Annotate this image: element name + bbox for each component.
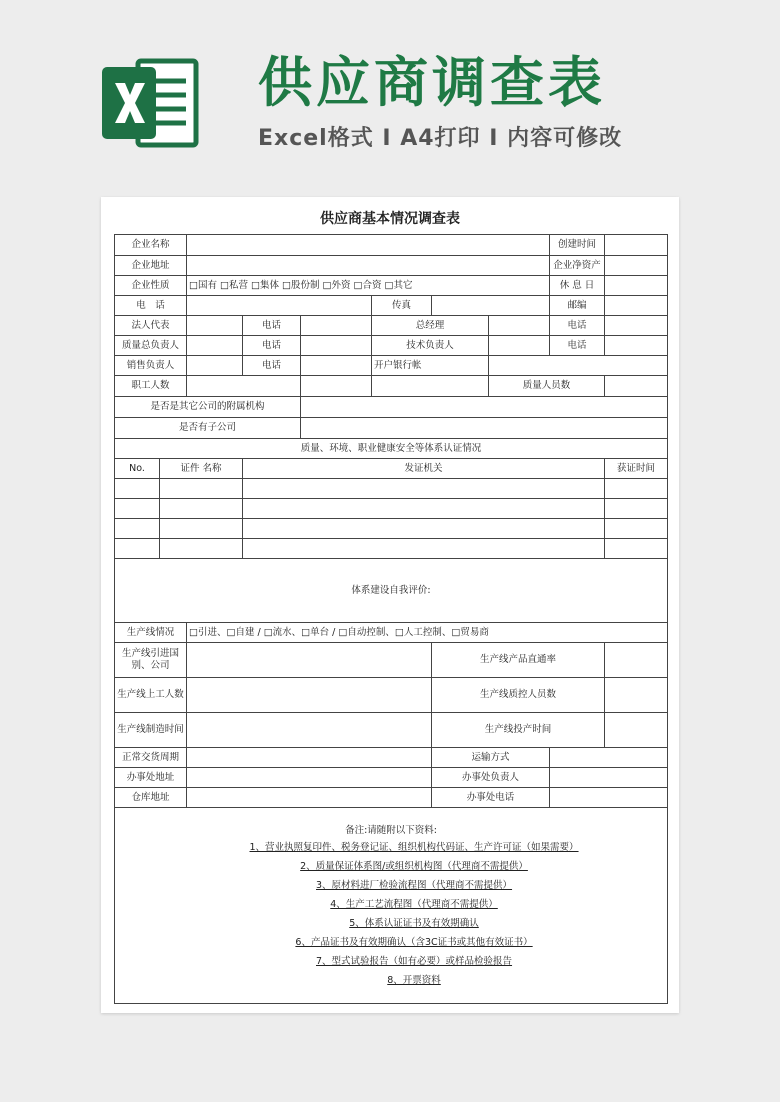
created-time-label: 创建时间 (550, 235, 605, 256)
table-row (115, 316, 668, 336)
quality-staff-label: 质量人员数 (489, 376, 605, 397)
line-workers-label: 生产线上工人数 (115, 678, 187, 713)
subsidiary-label: 是否有子公司 (115, 418, 301, 439)
sales-head-tel-field[interactable] (301, 356, 372, 376)
legal-rep-field[interactable] (187, 316, 243, 336)
delivery-field[interactable] (187, 748, 432, 768)
tech-head-field[interactable] (489, 336, 550, 356)
note-item: 3、原材料进厂检验流程图（代理商不需提供） (316, 879, 513, 891)
qc-staff-field[interactable] (605, 678, 668, 713)
build-time-field[interactable] (187, 713, 432, 748)
form-title: 供应商基本情况调查表 (320, 211, 460, 227)
office-tel-label: 办事处电话 (432, 788, 550, 808)
table-row (115, 276, 668, 296)
legal-rep-label: 法人代表 (115, 316, 187, 336)
table-row (115, 643, 668, 678)
table-row (115, 559, 668, 623)
general-manager-label: 总经理 (372, 316, 489, 336)
notes-heading: 备注:请随附以下资料: (345, 824, 437, 836)
quality-head-tel-field[interactable] (301, 336, 372, 356)
phone-field[interactable] (187, 296, 372, 316)
table-row (115, 808, 668, 1004)
fax-label: 传真 (372, 296, 432, 316)
blank-field[interactable] (372, 376, 489, 397)
col-issuer-header: 发证机关 (243, 459, 605, 479)
cert-no-cell[interactable] (115, 479, 160, 499)
table-row (115, 519, 668, 539)
pass-rate-field[interactable] (605, 643, 668, 678)
excel-icon (100, 55, 200, 151)
col-time-header: 获证时间 (605, 459, 668, 479)
office-tel-field[interactable] (550, 788, 668, 808)
cert-no-cell[interactable] (115, 499, 160, 519)
table-row (115, 459, 668, 479)
cert-name-cell[interactable] (160, 519, 243, 539)
table-row (115, 235, 668, 256)
table-row (115, 748, 668, 768)
note-item: 4、生产工艺流程图（代理商不需提供） (330, 898, 498, 910)
company-nature-options[interactable]: □国有 □私营 □集体 □股份制 □外资 □合资 □其它 (187, 276, 550, 296)
general-manager-tel-field[interactable] (605, 316, 668, 336)
page-subtitle: Excel格式 I A4打印 I 内容可修改 (258, 126, 623, 151)
quality-head-label: 质量总负责人 (115, 336, 187, 356)
cert-time-cell[interactable] (605, 479, 668, 499)
cert-time-cell[interactable] (605, 539, 668, 559)
note-item: 8、开票资料 (387, 974, 441, 986)
general-manager-tel-label: 电话 (550, 316, 605, 336)
table-row (115, 678, 668, 713)
cert-issuer-cell[interactable] (243, 539, 605, 559)
legal-rep-tel-label: 电话 (243, 316, 301, 336)
office-head-field[interactable] (550, 768, 668, 788)
start-time-label: 生产线投产时间 (432, 713, 605, 748)
employees-label: 职工人数 (115, 376, 187, 397)
company-name-label: 企业名称 (115, 235, 187, 256)
table-row (115, 397, 668, 418)
table-row (115, 479, 668, 499)
cert-issuer-cell[interactable] (243, 519, 605, 539)
table-row (115, 336, 668, 356)
page-title: 供应商调查表 (258, 51, 606, 114)
table-row (115, 539, 668, 559)
quality-staff-field[interactable] (605, 376, 668, 397)
cert-name-cell[interactable] (160, 539, 243, 559)
tech-head-tel-field[interactable] (605, 336, 668, 356)
table-row (115, 788, 668, 808)
supplier-survey-table (114, 234, 668, 1004)
fax-field[interactable] (432, 296, 550, 316)
cert-section-heading: 质量、环境、职业健康安全等体系认证情况 (115, 439, 668, 459)
warehouse-label: 仓库地址 (115, 788, 187, 808)
note-item: 2、质量保证体系图/或组织机构图（代理商不需提供） (300, 860, 528, 872)
start-time-field[interactable] (605, 713, 668, 748)
sales-head-field[interactable] (187, 356, 243, 376)
transport-field[interactable] (550, 748, 668, 768)
table-row (115, 356, 668, 376)
created-time-field[interactable] (605, 235, 668, 256)
note-item: 1、营业执照复印件、税务登记证、组织机构代码证、生产许可证（如果需要） (249, 841, 579, 853)
document-sheet (101, 197, 679, 1013)
rest-day-label: 休 息 日 (550, 276, 605, 296)
line-source-field[interactable] (187, 643, 432, 678)
sales-head-tel-label: 电话 (243, 356, 301, 376)
company-nature-label: 企业性质 (115, 276, 187, 296)
company-name-field[interactable] (187, 235, 550, 256)
table-row (115, 256, 668, 276)
employees-extra-field[interactable] (301, 376, 372, 397)
line-status-label: 生产线情况 (115, 623, 187, 643)
table-row (115, 499, 668, 519)
net-assets-field[interactable] (605, 256, 668, 276)
delivery-label: 正常交货周期 (115, 748, 187, 768)
transport-label: 运输方式 (432, 748, 550, 768)
rest-day-field[interactable] (605, 276, 668, 296)
postcode-label: 邮编 (550, 296, 605, 316)
bank-account-label: 开户银行帐 (372, 356, 489, 376)
line-source-label: 生产线引进国别、公司 (115, 643, 187, 678)
note-item: 5、体系认证证书及有效期确认 (349, 917, 479, 929)
cert-issuer-cell[interactable] (243, 499, 605, 519)
cert-time-cell[interactable] (605, 499, 668, 519)
col-cert-header: 证件 名称 (160, 459, 243, 479)
cert-name-cell[interactable] (160, 499, 243, 519)
cert-name-cell[interactable] (160, 479, 243, 499)
legal-rep-tel-field[interactable] (301, 316, 372, 336)
quality-head-tel-label: 电话 (243, 336, 301, 356)
table-row (115, 713, 668, 748)
subsidiary-field[interactable] (301, 418, 668, 439)
note-item: 6、产品证书及有效期确认（含3C证书或其他有效证书） (295, 936, 533, 948)
employees-field[interactable] (187, 376, 301, 397)
office-address-label: 办事处地址 (115, 768, 187, 788)
note-item: 7、型式试验报告（如有必要）或样品检验报告 (316, 955, 513, 967)
company-address-label: 企业地址 (115, 256, 187, 276)
bank-account-field[interactable] (489, 356, 668, 376)
self-eval-field[interactable]: 体系建设自我评价: (115, 559, 668, 623)
table-row (115, 296, 668, 316)
cert-no-cell[interactable] (115, 519, 160, 539)
warehouse-field[interactable] (187, 788, 432, 808)
table-row (115, 768, 668, 788)
cert-issuer-cell[interactable] (243, 479, 605, 499)
quality-head-field[interactable] (187, 336, 243, 356)
cert-no-cell[interactable] (115, 539, 160, 559)
sales-head-label: 销售负责人 (115, 356, 187, 376)
phone-label: 电 话 (115, 296, 187, 316)
table-row (115, 418, 668, 439)
tech-head-tel-label: 电话 (550, 336, 605, 356)
table-row (115, 439, 668, 459)
col-no-header: No. (115, 459, 160, 479)
line-status-options[interactable]: □引进、□自建 / □流水、□单台 / □自动控制、□人工控制、□贸易商 (187, 623, 668, 643)
qc-staff-label: 生产线质控人员数 (432, 678, 605, 713)
affiliate-label: 是否是其它公司的附属机构 (115, 397, 301, 418)
cert-time-cell[interactable] (605, 519, 668, 539)
office-head-label: 办事处负责人 (432, 768, 550, 788)
table-row (115, 623, 668, 643)
tech-head-label: 技术负责人 (372, 336, 489, 356)
notes-cell (115, 808, 668, 1004)
pass-rate-label: 生产线产品直通率 (432, 643, 605, 678)
affiliate-field[interactable] (301, 397, 668, 418)
general-manager-field[interactable] (489, 316, 550, 336)
net-assets-label: 企业净资产 (550, 256, 605, 276)
office-address-field[interactable] (187, 768, 432, 788)
table-row (115, 376, 668, 397)
line-workers-field[interactable] (187, 678, 432, 713)
company-address-field[interactable] (187, 256, 550, 276)
postcode-field[interactable] (605, 296, 668, 316)
build-time-label: 生产线制造时间 (115, 713, 187, 748)
